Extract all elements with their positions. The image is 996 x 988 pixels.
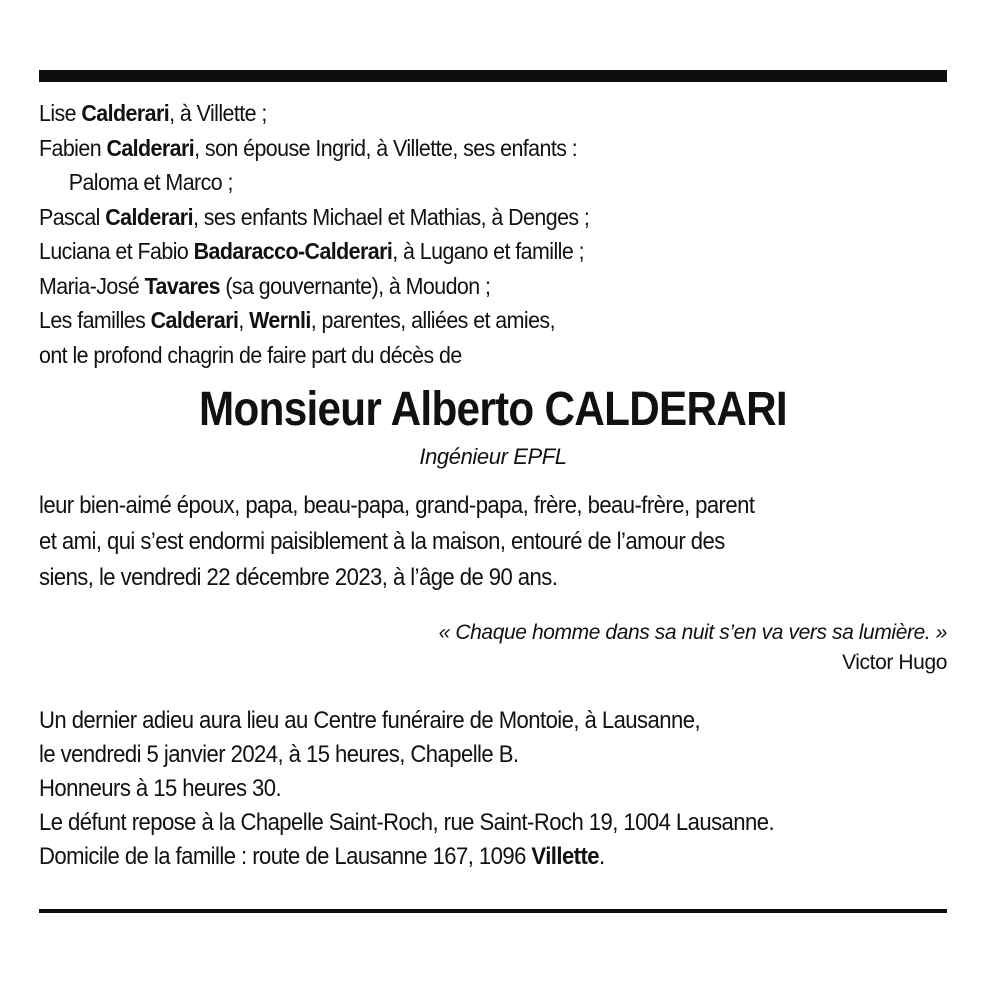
family-text: , parentes, alliées et amies, [310, 307, 555, 333]
ceremony-details [39, 704, 874, 874]
family-surname: Calderari [105, 203, 193, 230]
family-text: , à Lugano et famille ; [392, 238, 584, 264]
bottom-rule [39, 909, 947, 913]
family-line [39, 200, 883, 235]
bio-line: siens, le vendredi 22 décembre 2023, à l’âge de 90 ans. [39, 564, 558, 591]
family-surname: Calderari [81, 100, 170, 126]
family-line [39, 303, 883, 338]
address-prefix: Domicile de la famille : route de Lausanne 167, 1096 [39, 843, 532, 870]
biography-text [39, 488, 874, 596]
quote-text: « Chaque homme dans sa nuit s’en va vers sa lumière. » [438, 621, 947, 644]
family-line [39, 96, 883, 131]
family-text: Maria-José [39, 272, 145, 299]
ceremony-line: Le défunt repose à la Chapelle Saint-Roch, rue Saint-Roch 19, 1004 Lausanne. [39, 809, 775, 836]
family-text: , [238, 307, 250, 333]
family-surname: Badaracco-Calderari [193, 238, 393, 264]
family-line [39, 131, 883, 166]
family-text: Luciana et Fabio [39, 238, 194, 264]
address-suffix: . [599, 843, 605, 870]
family-line [39, 338, 883, 373]
family-surname: Calderari [106, 134, 195, 161]
family-text: Pascal [39, 203, 106, 230]
obituary-notice [39, 70, 947, 874]
family-line [39, 269, 883, 304]
quote-author: Victor Hugo [842, 651, 947, 674]
family-text: Fabien [39, 134, 107, 161]
top-rule [39, 70, 947, 82]
family-text: (sa gouvernante), à Moudon ; [219, 272, 491, 299]
family-text: , son épouse Ingrid, à Villette, ses enfants : [194, 134, 578, 161]
epitaph-quote [39, 618, 947, 678]
ceremony-line: Un dernier adieu aura lieu au Centre funéraire de Montoie, à Lausanne, [39, 707, 701, 734]
family-list [39, 96, 883, 372]
family-text: Les familles [39, 307, 151, 333]
family-text: Lise [39, 100, 82, 126]
address-locality: Villette [531, 843, 600, 870]
ceremony-line [39, 840, 874, 874]
family-text: Paloma et Marco ; [68, 169, 233, 195]
ceremony-line: le vendredi 5 janvier 2024, à 15 heures, Chapelle B. [39, 741, 519, 768]
family-surname: Wernli [249, 307, 311, 333]
ceremony-line: Honneurs à 15 heures 30. [39, 775, 282, 802]
deceased-name: Monsieur Alberto CALDERARI [199, 383, 787, 436]
family-line [39, 234, 883, 269]
family-text: ont le profond chagrin de faire part du décès de [39, 341, 462, 368]
family-text: , à Villette ; [169, 100, 267, 126]
family-line [39, 165, 883, 200]
bio-line: leur bien-aimé époux, papa, beau-papa, grand-papa, frère, beau-frère, parent [39, 492, 755, 519]
family-text: , ses enfants Michael et Mathias, à Denges ; [192, 203, 590, 230]
family-surname: Tavares [144, 272, 220, 299]
family-surname: Calderari [150, 307, 239, 333]
deceased-title: Ingénieur EPFL [419, 444, 567, 469]
bio-line: et ami, qui s’est endormi paisiblement à la maison, entouré de l’amour des [39, 528, 725, 555]
